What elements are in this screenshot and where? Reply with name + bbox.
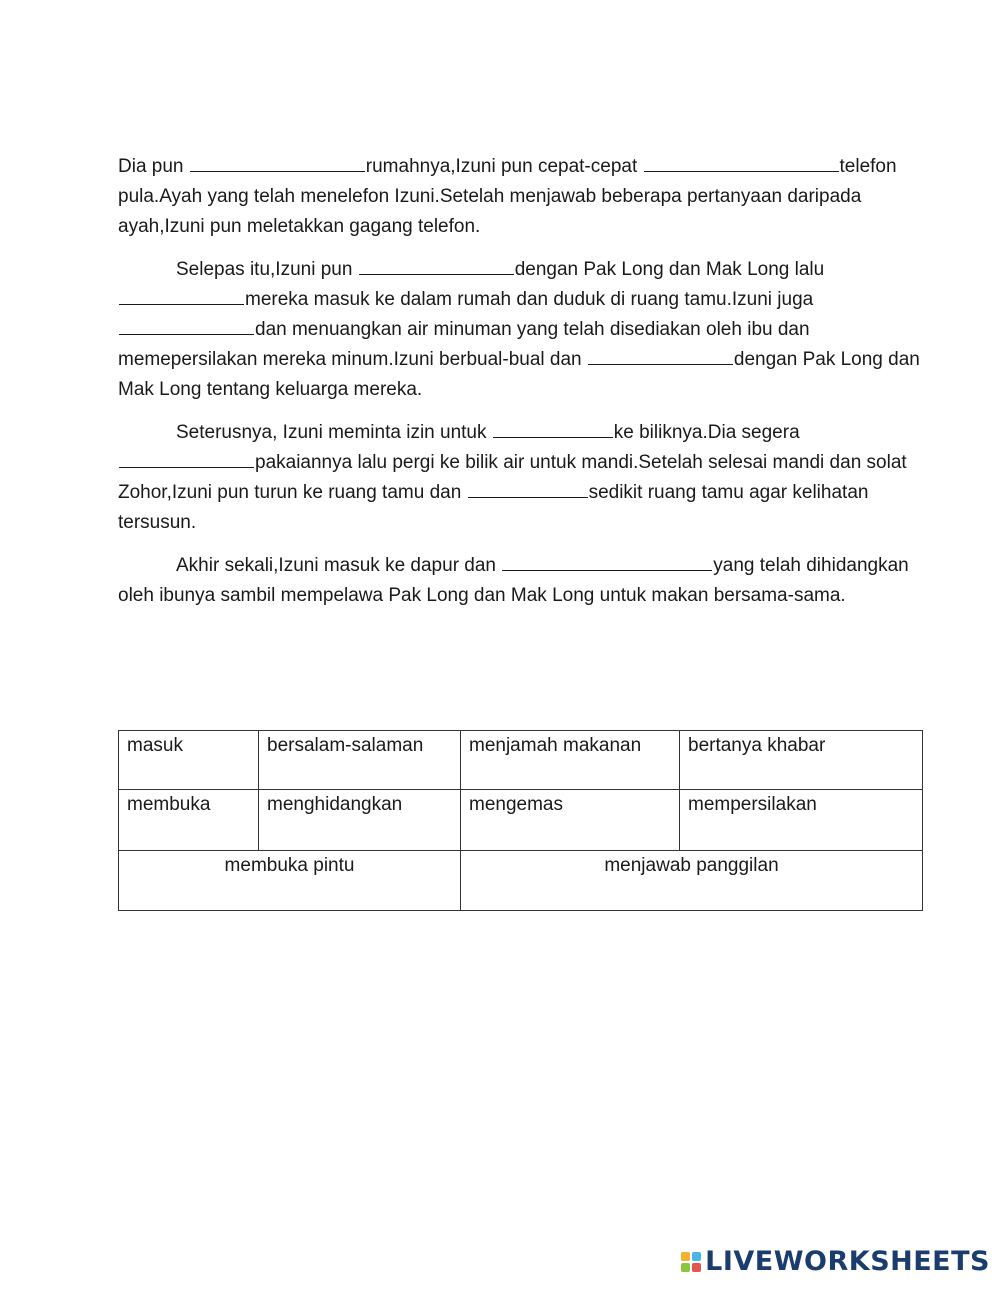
- paragraph-text: dengan Pak Long dan Mak Long lalu: [514, 259, 825, 280]
- paragraph-text: dan menuangkan air minuman yang telah disediakan oleh ibu dan memepersilakan mereka minum.Izuni berbual-bual dan: [118, 319, 810, 370]
- word-bank-row: [119, 851, 923, 911]
- answer-blank[interactable]: [493, 419, 613, 438]
- word-option: menjawab panggilan: [461, 851, 923, 911]
- answer-blank[interactable]: [119, 449, 254, 468]
- paragraph-text: mereka masuk ke dalam rumah dan duduk di ruang tamu.Izuni juga: [245, 289, 814, 310]
- paragraph-text: Akhir sekali,Izuni masuk ke dapur dan: [176, 555, 502, 576]
- answer-blank[interactable]: [502, 552, 712, 571]
- word-bank-row: [119, 731, 923, 790]
- word-bank-table: [118, 730, 923, 911]
- word-option: membuka pintu: [119, 851, 461, 911]
- paragraph-text: Selepas itu,Izuni pun: [176, 259, 358, 280]
- paragraph-text: Seterusnya, Izuni meminta izin untuk: [176, 422, 492, 443]
- paragraph: [118, 551, 923, 611]
- logo-text: LIVEWORKSHEETS: [705, 1246, 990, 1277]
- word-option: masuk: [119, 731, 259, 790]
- word-option: menjamah makanan: [461, 731, 680, 790]
- answer-blank[interactable]: [359, 256, 514, 275]
- paragraph-text: rumahnya,Izuni pun cepat-cepat: [365, 156, 643, 177]
- paragraph-text: sedikit ruang tamu agar kelihatan tersusun.: [118, 482, 869, 533]
- word-option: membuka: [119, 790, 259, 851]
- word-option: bertanya khabar: [680, 731, 923, 790]
- answer-blank[interactable]: [119, 286, 244, 305]
- paragraph-text: pakaiannya lalu pergi ke bilik air untuk mandi.Setelah selesai mandi dan solat Zohor,Izuni pun turun ke ruang tamu dan: [118, 452, 907, 503]
- word-option: menghidangkan: [259, 790, 461, 851]
- answer-blank[interactable]: [119, 316, 254, 335]
- word-option: bersalam-salaman: [259, 731, 461, 790]
- worksheet-text: [118, 152, 923, 624]
- logo-square: [692, 1252, 701, 1261]
- paragraph-text: dengan Pak Long dan Mak Long tentang keluarga mereka.: [118, 349, 920, 400]
- paragraph: [118, 255, 923, 405]
- answer-blank[interactable]: [588, 346, 733, 365]
- logo-mark-icon: [681, 1252, 701, 1272]
- logo-square: [681, 1263, 690, 1272]
- answer-blank[interactable]: [468, 479, 588, 498]
- paragraph: [118, 418, 923, 538]
- word-bank-row: [119, 790, 923, 851]
- paragraph: [118, 152, 923, 242]
- paragraph-text: ke biliknya.Dia segera: [613, 422, 800, 443]
- word-option: mempersilakan: [680, 790, 923, 851]
- paragraph-text: telefon pula.Ayah yang telah menelefon Izuni.Setelah menjawab beberapa pertanyaan daripada ayah,Izuni pun meletakkan gagang telefon.: [118, 156, 897, 237]
- paragraph-text: yang telah dihidangkan oleh ibunya sambil mempelawa Pak Long dan Mak Long untuk makan bersama-sama.: [118, 555, 909, 606]
- liveworksheets-logo: [681, 1246, 990, 1277]
- paragraph-text: Dia pun: [118, 156, 189, 177]
- answer-blank[interactable]: [190, 153, 365, 172]
- logo-square: [692, 1263, 701, 1272]
- answer-blank[interactable]: [644, 153, 839, 172]
- logo-square: [681, 1252, 690, 1261]
- word-option: mengemas: [461, 790, 680, 851]
